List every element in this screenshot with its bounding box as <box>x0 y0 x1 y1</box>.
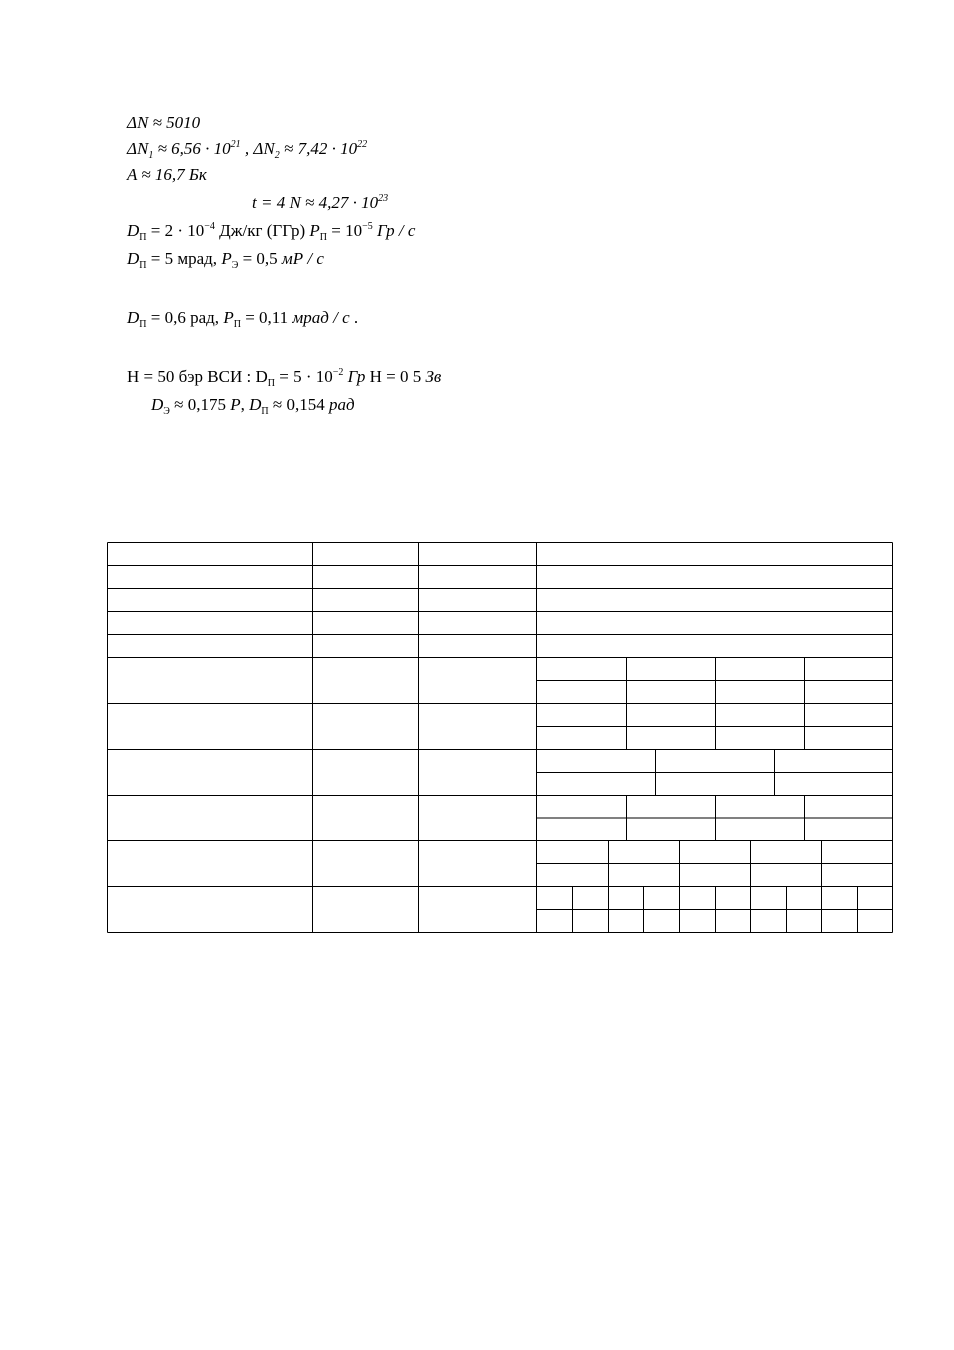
formula-activity: A ≈ 16,7 Бк <box>127 165 207 184</box>
formula-time-n: t = 4 $N \approx 4,27 \cdot 10^{23}$ <box>252 193 389 212</box>
formula-absorbed-dose-1: $D_П = 2 \cdot 10^{-4}$ Дж/кг (ГГр) $P_П = 10^{-5}$ Гр / с <box>127 221 416 243</box>
formula-absorbed-dose-3: $D_П = 0,6$ рад, $P_П = 0,11$ мрад / с . <box>127 308 359 330</box>
formula-absorbed-dose-2: $D_П = 5$ мрад, $P_Э = 0,5$ мР / с <box>127 249 324 271</box>
formula-delta-n: ΔN ≈ 5010 <box>127 113 201 132</box>
formula-delta-n1-n2: $\Delta N_1 \approx 6,56 \cdot 10^{21}$ , $\Delta N_2 \approx 7,42 \cdot 10^{22}$ <box>127 139 368 161</box>
formula-equivalent-dose: H = 50 бэр ВСИ : $D_П = 5 \cdot 10^{-2}$ Гр H = 0 5 Зв <box>127 367 442 389</box>
formula-exposure-dose: $D_Э \approx 0,175$ P, $D_П \approx 0,154$ рад <box>151 395 355 417</box>
